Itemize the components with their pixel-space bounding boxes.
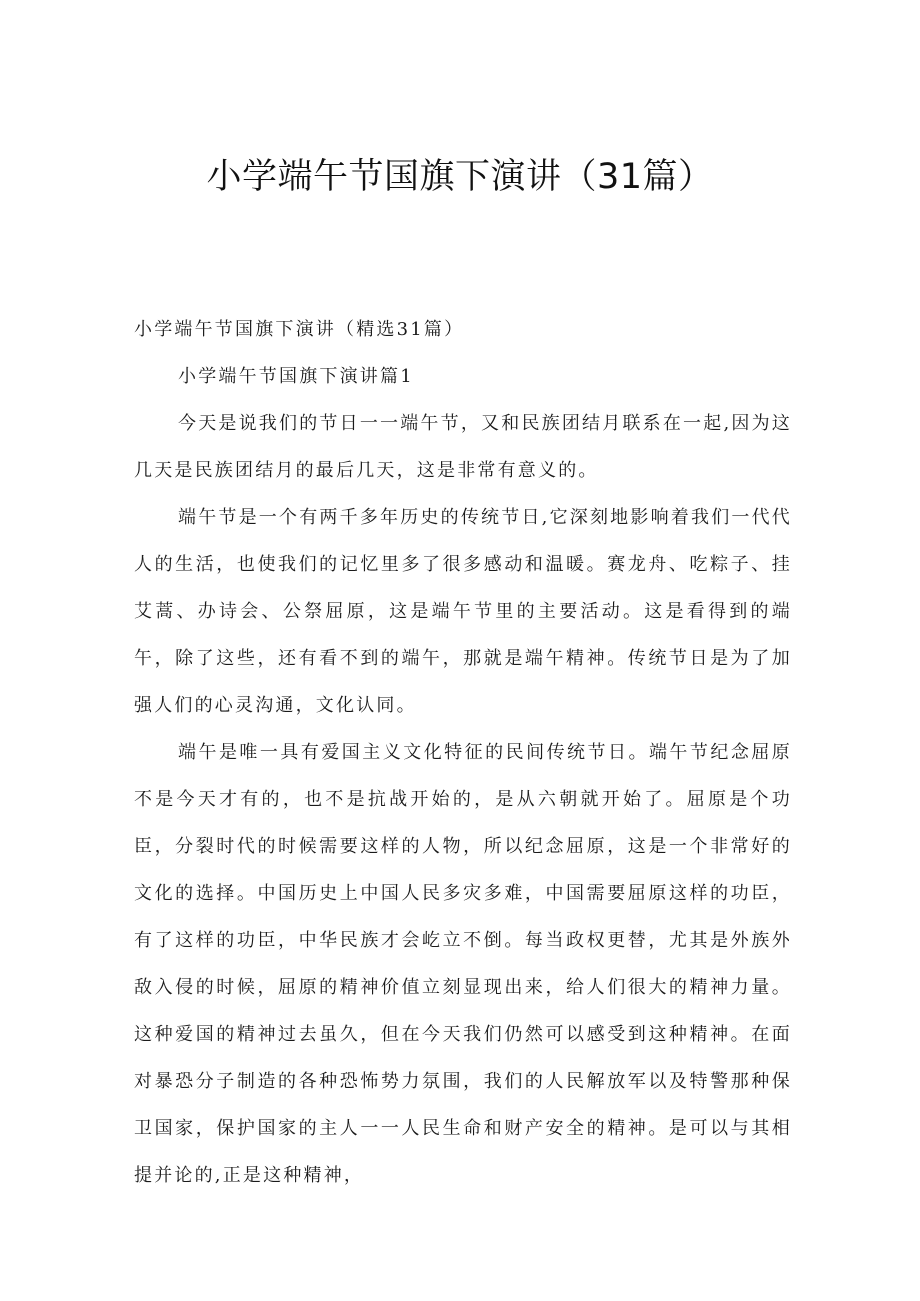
- paragraph: 端午节是一个有两千多年历史的传统节日,它深刻地影响着我们一代代人的生活，也使我们的记忆里多了很多感动和温暖。赛龙舟、吃粽子、挂艾蒿、办诗会、公祭屈原，这是端午节里的主要活动。这是看得到的端午，除了这些，还有看不到的端午，那就是端午精神。传统节日是为了加强人们的心灵沟通，文化认同。: [134, 507, 792, 716]
- document-body: [134, 306, 792, 1199]
- section-heading: 小学端午节国旗下演讲篇1: [178, 366, 414, 387]
- document-title: 小学端午节国旗下演讲（31篇）: [206, 157, 714, 197]
- paragraph: 今天是说我们的节日一一端午节，又和民族团结月联系在一起,因为这几天是民族团结月的最后几天，这是非常有意义的。: [134, 413, 792, 481]
- document-subtitle: 小学端午节国旗下演讲（精选31篇）: [134, 319, 465, 340]
- paragraph: 端午是唯一具有爱国主义文化特征的民间传统节日。端午节纪念屈原不是今天才有的，也不是抗战开始的，是从六朝就开始了。屈原是个功臣，分裂时代的时候需要这样的人物，所以纪念屈原，这是一个非常好的文化的选择。中国历史上中国人民多灾多难，中国需要屈原这样的功臣，有了这样的功臣，中华民族才会屹立不倒。每当政权更替，尤其是外族外敌入侵的时候，屈原的精神价值立刻显现出来，给人们很大的精神力量。这种爱国的精神过去虽久，但在今天我们仍然可以感受到这种精神。在面对暴恐分子制造的各种恐怖势力氛围，我们的人民解放军以及特警那种保卫国家，保护国家的主人一一人民生命和财产安全的精神。是可以与其相提并论的,正是这种精神，: [134, 742, 792, 1186]
